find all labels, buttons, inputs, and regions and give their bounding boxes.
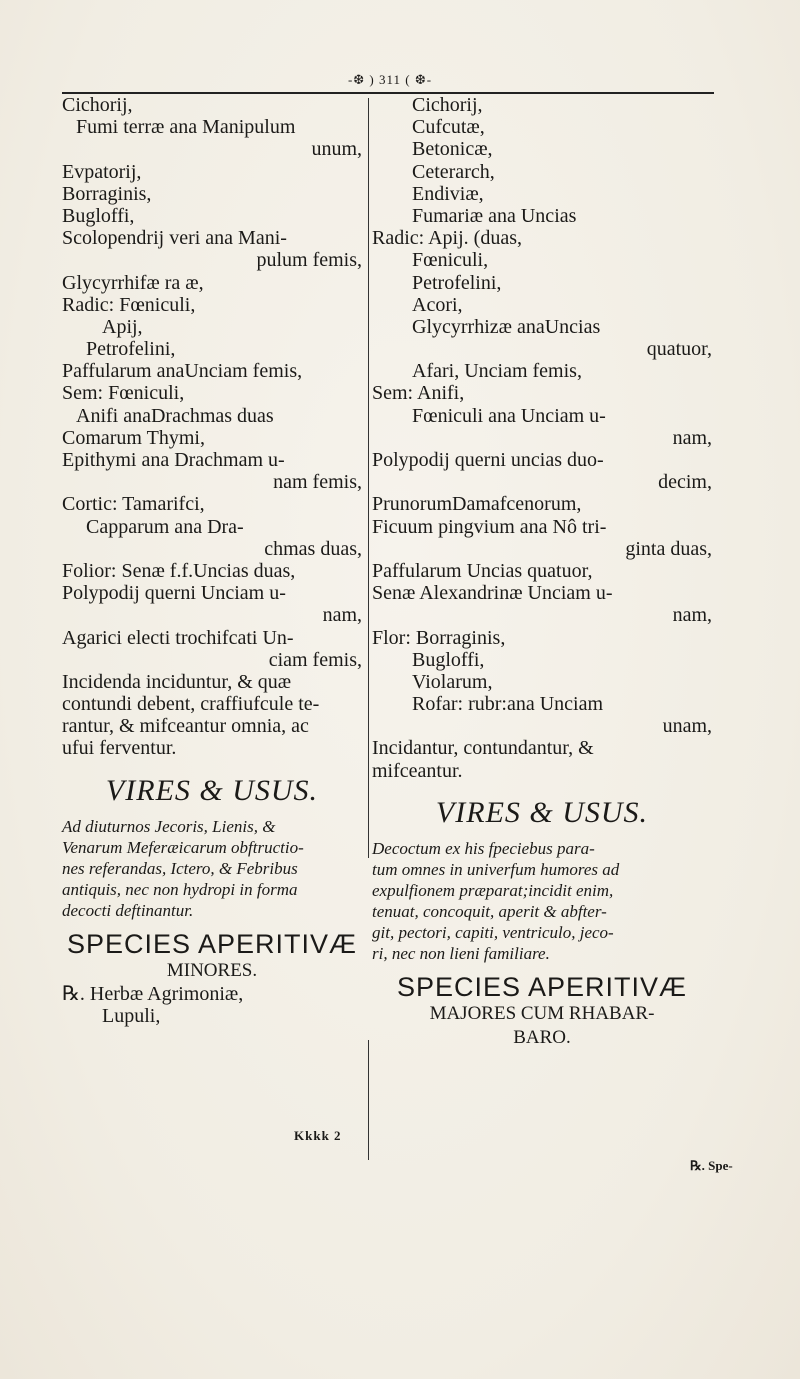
left-column — [62, 94, 362, 1027]
right-recipe-lines — [372, 94, 712, 782]
left-recipe-line: unum, — [311, 138, 362, 161]
signature-mark: Kkkk 2 — [294, 1128, 342, 1143]
left-recipe-line: Bugloffi, — [62, 204, 135, 227]
left-recipe-line: Epithymi ana Drachmam u- — [62, 449, 285, 471]
right-recipe-line: Incidantur, contundantur, & — [372, 737, 594, 760]
right-italic-line: git, pectori, capiti, ventriculo, jeco- — [372, 922, 614, 942]
left-recipe-line: ufui ferventur. — [62, 737, 177, 760]
right-recipe-line: Acori, — [412, 293, 463, 316]
left-recipe-line: Agarici electi trochifcati Un- — [62, 626, 294, 649]
right-column — [372, 94, 712, 1050]
right-vires-usus-heading: VIRES & USUS. — [435, 795, 649, 829]
column-rule-lower — [368, 1040, 369, 1160]
right-recipe-line: Fœniculi ana Unciam u- — [412, 404, 606, 427]
left-recipe-line: Radic: Fœniculi, — [62, 293, 196, 316]
right-recipe-line: Fœniculi, — [412, 249, 489, 272]
left-recipe-line: ciam femis, — [268, 648, 362, 671]
left-recipe-line: nam femis, — [273, 471, 362, 494]
left-recipe-line: pulum femis, — [256, 249, 362, 272]
right-italic-line: Decoctum ex his fpeciebus para- — [372, 838, 595, 858]
left-recipe-line: Borraginis, — [62, 182, 152, 205]
left-recipe-line: Fumi terræ ana Manipulum — [76, 116, 296, 139]
left-recipe-line: contundi debent, craffiufcule te- — [62, 693, 320, 716]
right-recipe-line: ginta duas, — [625, 537, 712, 560]
left-recipe-line: Sem: Fœniculi, — [62, 382, 185, 405]
left-recipe-line: Apij, — [102, 315, 143, 338]
right-species-title: SPECIES APERITIVÆ — [396, 971, 688, 1002]
left-recipe-line: Capparum ana Dra- — [86, 515, 244, 538]
right-recipe-line: Ceterarch, — [412, 160, 495, 183]
right-recipe-line: Petrofelini, — [412, 271, 502, 294]
left-recipe-line: Cortic: Tamarifci, — [62, 493, 205, 516]
left-recipe-line: Paffularum anaUnciam femis, — [62, 360, 303, 383]
right-recipe-line: Sem: Anifi, — [372, 382, 465, 405]
right-recipe-line: Senæ Alexandrinæ Unciam u- — [372, 582, 613, 605]
right-recipe-line: quatuor, — [646, 338, 712, 361]
right-recipe-line: PrunorumDamafcenorum, — [372, 493, 582, 516]
left-recipe-line: Folior: Senæ f.f.Uncias duas, — [62, 559, 296, 582]
right-italic-line: tum omnes in univerfum humores ad — [372, 859, 620, 879]
right-recipe-line: decim, — [658, 471, 712, 494]
left-recipe-line: Polypodij querni Unciam u- — [62, 582, 286, 605]
right-recipe-line: Fumariæ ana Uncias — [412, 204, 577, 227]
right-recipe-line: mifceantur. — [372, 759, 463, 782]
left-recipe-line: Cichorij, — [62, 94, 133, 116]
right-recipe-line: Violarum, — [412, 670, 493, 693]
left-recipe-lines — [62, 94, 362, 760]
left-species-title: SPECIES APERITIVÆ — [66, 928, 358, 959]
right-recipe-line: Bugloffi, — [412, 648, 485, 671]
left-recipe-line: Comarum Thymi, — [62, 426, 205, 449]
right-italic-paragraph — [372, 838, 712, 964]
left-recipe-line: Evpatorij, — [62, 160, 142, 183]
left-after-line: ℞. Herbæ Agrimoniæ, — [62, 982, 244, 1005]
right-recipe-line: Endiviæ, — [412, 182, 484, 205]
running-head: -❆ ) 311 ( ❆- — [347, 72, 433, 87]
right-recipe-line: Radic: Apij. (duas, — [372, 227, 522, 250]
left-italic-line: Ad diuturnos Jecoris, Lienis, & — [62, 816, 276, 836]
left-recipe-line: nam, — [322, 604, 362, 627]
right-recipe-line: Afari, Unciam femis, — [412, 360, 582, 383]
left-after-lines — [62, 983, 362, 1027]
left-italic-line: antiquis, nec non hydropi in forma — [62, 879, 298, 899]
right-recipe-line: Polypodij querni uncias duo- — [372, 449, 604, 471]
left-after-line: Lupuli, — [102, 1004, 161, 1027]
right-recipe-line: Cufcutæ, — [412, 116, 485, 139]
right-recipe-line: nam, — [672, 604, 712, 627]
right-recipe-line: Paffularum Uncias quatuor, — [372, 559, 593, 582]
left-italic-line: decocti deftinantur. — [62, 900, 194, 920]
left-recipe-line: Incidenda inciduntur, & quæ — [62, 670, 292, 693]
left-recipe-line: Scolopendrij veri ana Mani- — [62, 227, 287, 250]
catchword: ℞. Spe- — [690, 1158, 733, 1173]
left-italic-line: Venarum Meferæicarum obftructio- — [62, 837, 304, 857]
right-species-subtitle-2: BARO. — [513, 1026, 571, 1048]
right-recipe-line: Cichorij, — [412, 94, 483, 116]
left-vires-usus-heading: VIRES & USUS. — [105, 773, 319, 807]
right-recipe-line: Rofar: rubr:ana Unciam — [412, 693, 604, 716]
left-recipe-line: Anifi anaDrachmas duas — [76, 404, 274, 427]
right-recipe-line: Flor: Borraginis, — [372, 626, 506, 649]
right-recipe-line: nam, — [672, 426, 712, 449]
left-italic-line: nes referandas, Ictero, & Febribus — [62, 858, 298, 878]
left-species-subtitle: MINORES. — [166, 959, 258, 981]
right-italic-line: ri, nec non lieni familiare. — [372, 943, 550, 963]
left-recipe-line: rantur, & mifceantur omnia, ac — [62, 715, 309, 738]
right-recipe-line: Glycyrrhizæ anaUncias — [412, 315, 601, 338]
right-recipe-line: Ficuum pingvium ana Nô tri- — [372, 515, 607, 538]
left-italic-paragraph — [62, 816, 362, 921]
right-italic-line: tenuat, concoquit, aperit & abfter- — [372, 901, 607, 921]
right-species-subtitle-1: MAJORES CUM RHABAR- — [429, 1002, 655, 1024]
column-rule — [368, 98, 369, 858]
right-recipe-line: unam, — [662, 715, 712, 738]
right-recipe-line: Betonicæ, — [412, 138, 493, 161]
left-recipe-line: Petrofelini, — [86, 338, 176, 361]
left-recipe-line: chmas duas, — [264, 537, 362, 560]
right-italic-line: expulfionem præparat;incidit enim, — [372, 880, 614, 900]
left-recipe-line: Glycyrrhifæ ra æ, — [62, 271, 204, 294]
